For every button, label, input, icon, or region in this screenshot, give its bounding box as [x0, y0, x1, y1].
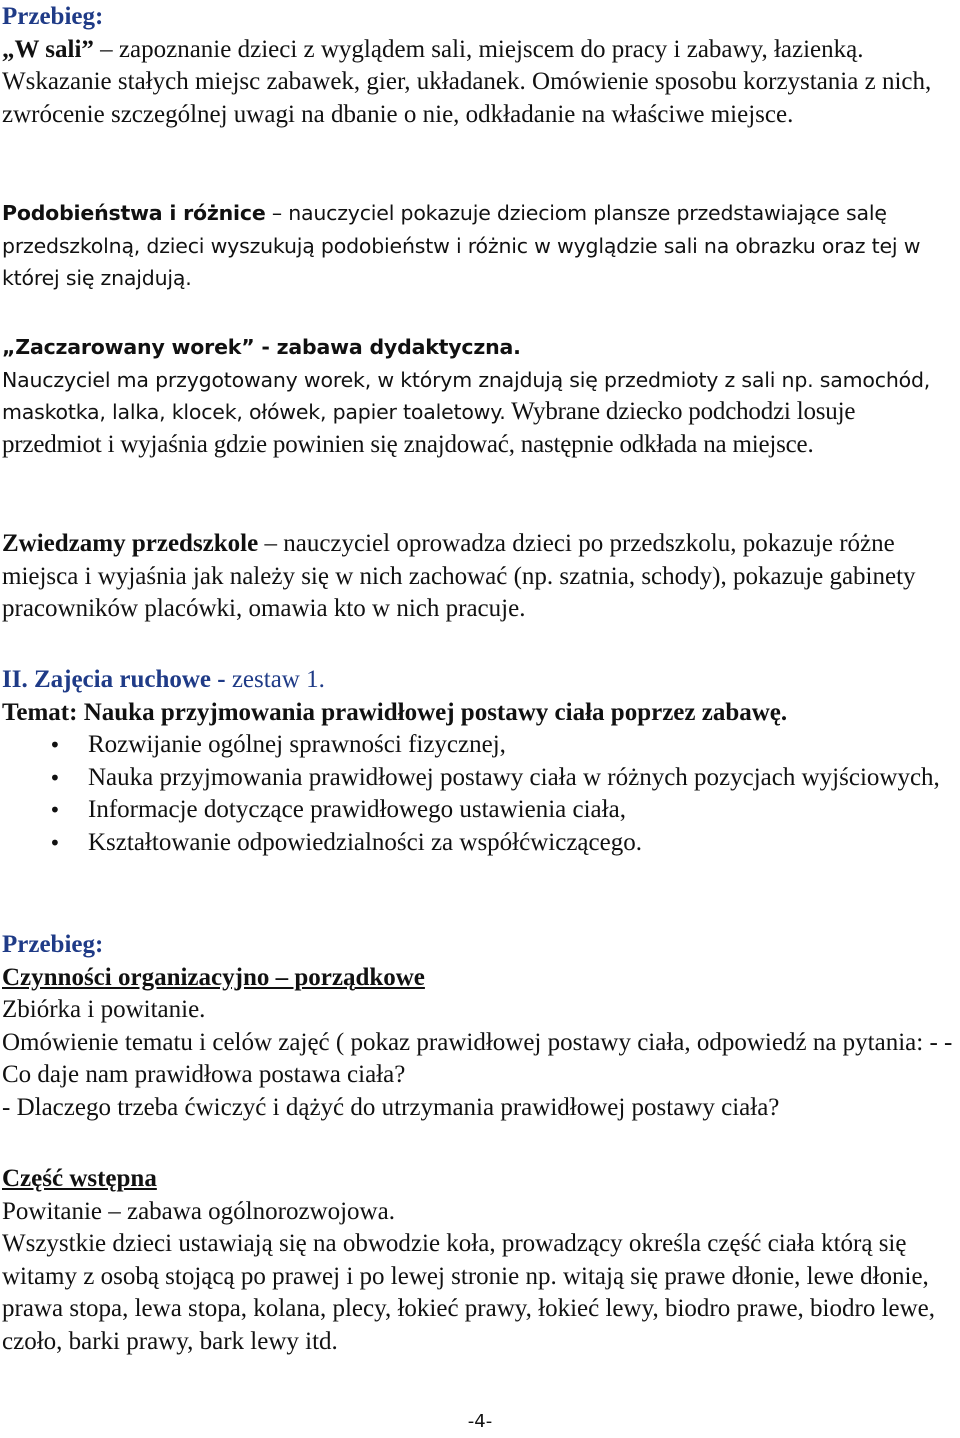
worek-paragraph	[2, 364, 958, 462]
w-sali-paragraph	[2, 34, 958, 132]
list-item: • Nauka przyjmowania prawidłowej postawy ciała w różnych pozycjach wyjściowych,	[2, 762, 958, 795]
zwiedzamy-paragraph	[2, 528, 958, 626]
list-item: • Informacje dotyczące prawidłowego ustawienia ciała,	[2, 794, 958, 827]
zajecia-title	[2, 664, 958, 697]
zwiedzamy-title: Zwiedzamy przedszkole	[2, 530, 259, 557]
worek-text-sans: Nauczyciel ma przygotowany worek, w którym znajdują się przedmioty z sali np. samochód, maskotka, lalka, klocek, ołówek, papier toaletowy.	[2, 367, 931, 424]
section-zajecia-ruchowe	[2, 664, 958, 859]
w-sali-title: „W sali”	[2, 35, 94, 63]
section-przebieg-1	[2, 1, 958, 131]
temat-line: Temat: Nauka przyjmowania prawidłowej postawy ciała poprzez zabawę.	[2, 698, 788, 726]
dlaczego-line: - Dlaczego trzeba ćwiczyć i dążyć do utrzymania prawidłowej postawy ciała?	[2, 1093, 780, 1121]
list-item: • Kształtowanie odpowiedzialności za współćwiczącego.	[2, 827, 958, 860]
section-czesc-wstepna	[2, 1163, 958, 1358]
opis-paragraph: Wszystkie dzieci ustawiają się na obwodzie koła, prowadzący określa część ciała którą się witamy z osobą stojącą po prawej i po lewej stronie np. witają się prawe dłonie, lewe dłonie, prawa stopa, lewa stopa, kolana, plecy, łokieć prawy, łokieć lewy, biodro prawe, biodro lewe, czoło, barki prawy, bark lewy itd.	[2, 1230, 936, 1355]
page-number: -4-	[467, 1411, 493, 1432]
zbiorka-line: Zbiórka i powitanie.	[2, 996, 206, 1023]
w-sali-text: – zapoznanie dzieci z wyglądem sali, miejscem do pracy i zabawy, łazienką. Wskazanie stałych miejsc zabawek, gier, układanek. Omówienie sposobu korzystania z nich, zwrócenie szczególnej uwagi na dbanie o nie, odkładanie na właściwe miejsce.	[2, 35, 932, 128]
czesc-heading: Część wstępna	[2, 1165, 157, 1192]
zwiedzamy-text: – nauczyciel oprowadza dzieci po przedszkolu, pokazuje różne miejsca i wyjaśnia jak należy się w nich zachować (np. szatnia, schody), pokazuje gabinety pracowników placówki, omawia kto w nich pracuje.	[2, 530, 916, 622]
cele-list	[2, 729, 958, 859]
przebieg-heading-2: Przebieg:	[2, 931, 104, 958]
worek-title: „Zaczarowany worek” - zabawa dydaktyczna.	[2, 335, 521, 359]
podobienstwa-paragraph	[2, 197, 958, 295]
section-przebieg-2	[2, 929, 958, 1124]
zajecia-title-rest: zestaw 1.	[225, 666, 325, 693]
worek-text-serif: Wybrane dziecko podchodzi losuje przedmiot i wyjaśnia gdzie powinien się znajdować, następnie odkłada na miejsce.	[2, 398, 856, 458]
przebieg-heading: Przebieg:	[2, 3, 104, 30]
powitanie-line: Powitanie – zabawa ogólnorozwojowa.	[2, 1197, 395, 1225]
podobienstwa-text: – nauczyciel pokazuje dzieciom plansze przedstawiające salę przedszkolną, dzieci wyszukują podobieństw i różnic w wyglądzie sali na obrazku oraz tej w której się znajdują.	[2, 201, 921, 290]
list-item: • Rozwijanie ogólnej sprawności fizycznej,	[2, 729, 958, 762]
omowienie-paragraph: Omówienie tematu i celów zajęć ( pokaz prawidłowej postawy ciała, odpowiedź na pytania: - - Co daje nam prawidłowa postawa ciała?	[2, 1028, 953, 1088]
podobienstwa-title: Podobieństwa i różnice	[2, 201, 266, 225]
zajecia-title-bold: II. Zajęcia ruchowe -	[2, 666, 226, 693]
section-zaczarowany-worek	[2, 331, 958, 461]
czynnosci-heading: Czynności organizacyjno – porządkowe	[2, 963, 425, 991]
